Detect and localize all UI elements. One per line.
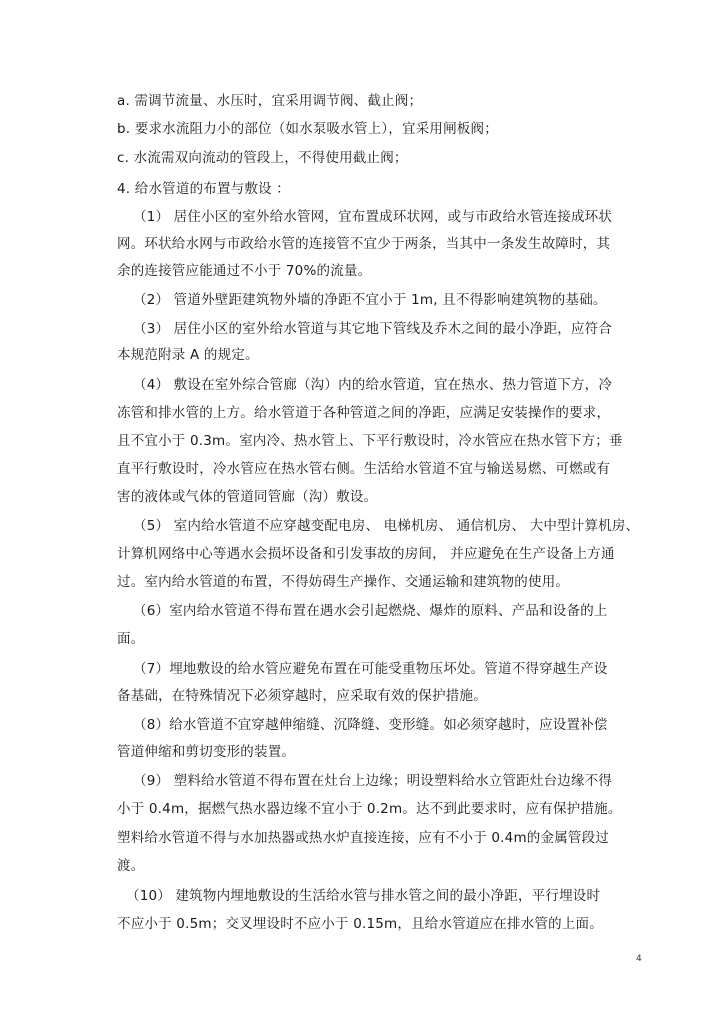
text-line: （6）室内给水管道不得布置在遇水会引起燃烧、爆炸的原料、产品和设备的上 [133, 603, 608, 619]
text-line: 直平行敷设时，冷水管应在热水管右侧。生活给水管道不宜与输送易燃、可燃或有 [117, 461, 611, 477]
text-line: c. 水流需双向流动的管段上，不得使用截止阀； [117, 150, 408, 166]
text-line: （3） 居住小区的室外给水管道与其它地下管线及乔木之间的最小净距，应符合 [133, 321, 613, 337]
text-line: （7）埋地敷设的给水管应避免布置在可能受重物压坏处。管道不得穿越生产设 [133, 661, 608, 677]
text-line: 余的连接管应能通过不小于 70%的流量。 [117, 263, 372, 279]
text-line: 渡。 [117, 858, 145, 874]
text-line: （1） 居住小区的室外给水管网，宜布置成环状网，或与市政给水管连接成环状 [133, 209, 613, 225]
text-line: （2） 管道外壁距建筑物外墙的净距不宜小于 1m, 且不得影响建筑物的基础。 [133, 292, 607, 308]
text-line: （5） 室内给水管道不应穿越变配电房、 电梯机房、 通信机房、 大中型计算机房、 [133, 518, 640, 534]
text-line: （8）给水管道不宜穿越伸缩缝、沉降缝、变形缝。如必须穿越时，应设置补偿 [133, 717, 608, 733]
text-line: 过。室内给水管道的布置，不得妨碍生产操作、交通运输和建筑物的使用。 [117, 574, 570, 590]
text-line: （10） 建筑物内埋地敷设的生活给水管与排水管之间的最小净距，平行埋设时 [126, 888, 601, 904]
text-line: 管道伸缩和剪切变形的装置。 [117, 744, 296, 760]
text-line: 本规范附录 A 的规定。 [117, 347, 259, 363]
text-line: 面。 [117, 631, 145, 647]
text-line: 计算机网络中心等遇水会损坏设备和引发事故的房间， 并应避免在生产设备上方通 [117, 546, 615, 562]
text-line: 害的液体或气体的管道同管廊（沟）敷设。 [117, 489, 378, 505]
text-line: （4） 敷设在室外综合管廊（沟）内的给水管道，宜在热水、热力管道下方，冷 [133, 377, 613, 393]
text-line: 不应小于 0.5m；交叉埋设时不应小于 0.15m，且给水管道应在排水管的上面。 [117, 916, 603, 932]
text-line: b. 要求水流阻力小的部位（如水泵吸水管上），宜采用闸板阀； [117, 121, 498, 137]
text-line: 冻管和排水管的上方。给水管道于各种管道之间的净距，应满足安装操作的要求， [117, 405, 611, 421]
text-line: （9） 塑料给水管道不得布置在灶台上边缘；明设塑料给水立管距灶台边缘不得 [133, 773, 613, 789]
section-heading: 4. 给水管道的布置与敷设 ： [117, 181, 290, 197]
text-line: a. 需调节流量、水压时，宜采用调节阀、截止阀； [117, 93, 423, 109]
text-line: 备基础，在特殊情况下必须穿越时，应采取有效的保护措施。 [117, 688, 487, 704]
text-line: 小于 0.4m，据燃气热水器边缘不宜小于 0.2m。达不到此要求时，应有保护措施。 [117, 801, 622, 817]
text-line: 且不宜小于 0.3m。室内冷、热水管上、下平行敷设时，冷水管应在热水管下方；垂 [117, 433, 623, 449]
text-line: 网。环状给水网与市政给水管的连接管不宜少于两条，当其中一条发生故障时，其 [117, 236, 611, 252]
page-number: 4 [636, 954, 642, 964]
text-line: 塑料给水管道不得与水加热器或热水炉直接连接，应有不小于 0.4m的金属管段过 [117, 830, 610, 846]
